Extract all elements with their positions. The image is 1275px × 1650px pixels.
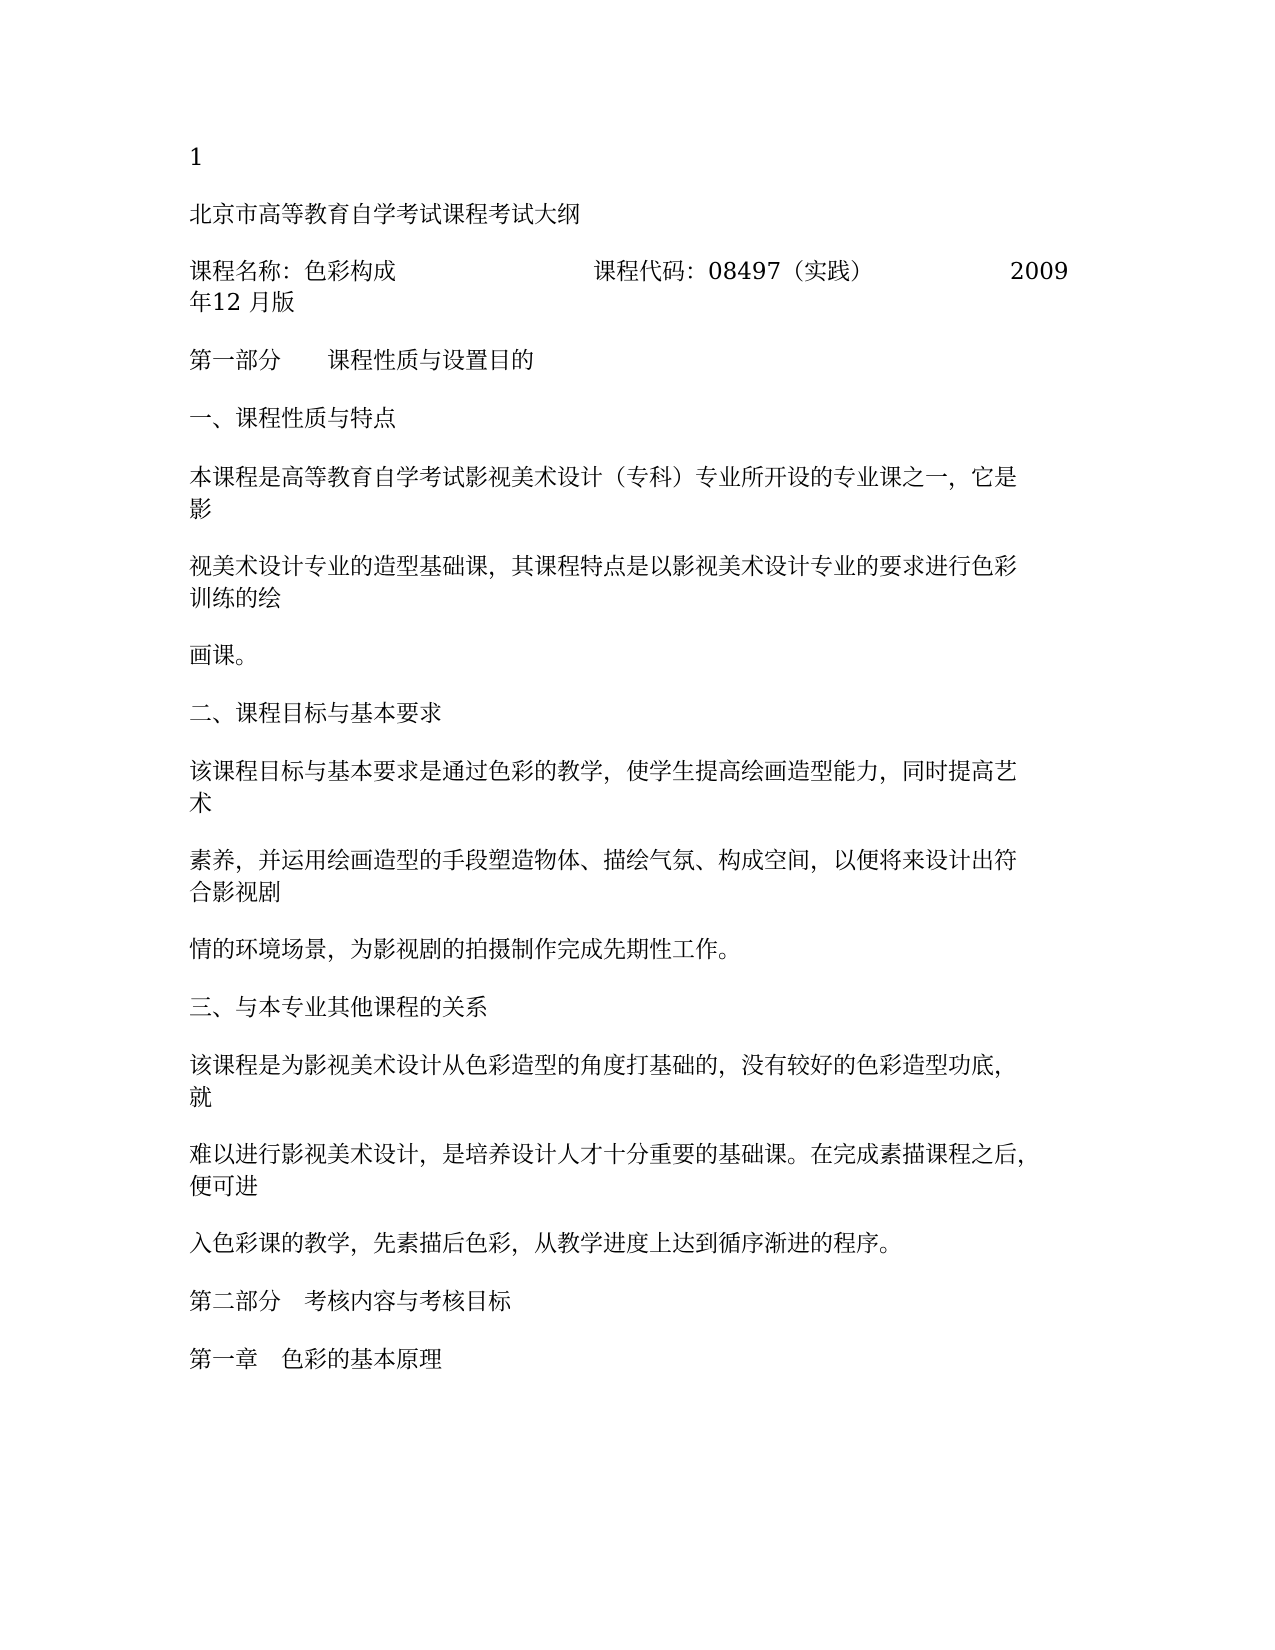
section1-paragraph-1 xyxy=(189,462,1094,526)
document-title: 北京市高等教育自学考试课程考试大纲 xyxy=(189,202,580,228)
text-line: 就 xyxy=(189,1085,212,1111)
part1-heading: 第一部分 课程性质与设置目的 xyxy=(189,348,534,374)
text-line: 视美术设计专业的造型基础课，其课程特点是以影视美术设计专业的要求进行色彩 xyxy=(189,554,1017,580)
section3-paragraph-1 xyxy=(189,1050,1094,1114)
section1-paragraph-3: 画课。 xyxy=(189,643,258,669)
page-number: 1 xyxy=(189,145,204,171)
text-line: 便可进 xyxy=(189,1174,258,1200)
section2-paragraph-3: 情的环境场景，为影视剧的拍摄制作完成先期性工作。 xyxy=(189,937,741,963)
course-code: 课程代码：08497（实践） xyxy=(593,259,874,285)
text-line: 该课程目标与基本要求是通过色彩的教学，使学生提高绘画造型能力，同时提高艺 xyxy=(189,759,1017,785)
section3-heading: 三、与本专业其他课程的关系 xyxy=(189,995,488,1021)
section3-paragraph-3: 入色彩课的教学，先素描后色彩，从教学进度上达到循序渐进的程序。 xyxy=(189,1231,902,1257)
section3-paragraph-2 xyxy=(189,1139,1094,1203)
text-line: 难以进行影视美术设计，是培养设计人才十分重要的基础课。在完成素描课程之后， xyxy=(189,1142,1040,1168)
text-line: 影 xyxy=(189,497,212,523)
course-name: 课程名称：色彩构成 xyxy=(189,259,396,285)
chapter1-heading: 第一章 色彩的基本原理 xyxy=(189,1347,442,1373)
text-line: 合影视剧 xyxy=(189,880,281,906)
text-line: 训练的绘 xyxy=(189,586,281,612)
course-year: 2009 xyxy=(1010,259,1069,285)
section1-heading: 一、课程性质与特点 xyxy=(189,406,396,432)
section1-paragraph-2 xyxy=(189,551,1094,615)
text-line: 本课程是高等教育自学考试影视美术设计（专科）专业所开设的专业课之一，它是 xyxy=(189,465,1017,491)
text-line: 术 xyxy=(189,791,212,817)
text-line: 素养，并运用绘画造型的手段塑造物体、描绘气氛、构成空间，以便将来设计出符 xyxy=(189,848,1017,874)
section2-paragraph-2 xyxy=(189,845,1094,909)
course-edition: 年12 月版 xyxy=(189,290,295,316)
text-line: 该课程是为影视美术设计从色彩造型的角度打基础的，没有较好的色彩造型功底， xyxy=(189,1053,1017,1079)
section2-heading: 二、课程目标与基本要求 xyxy=(189,701,442,727)
part2-heading: 第二部分 考核内容与考核目标 xyxy=(189,1289,511,1315)
section2-paragraph-1 xyxy=(189,756,1094,820)
